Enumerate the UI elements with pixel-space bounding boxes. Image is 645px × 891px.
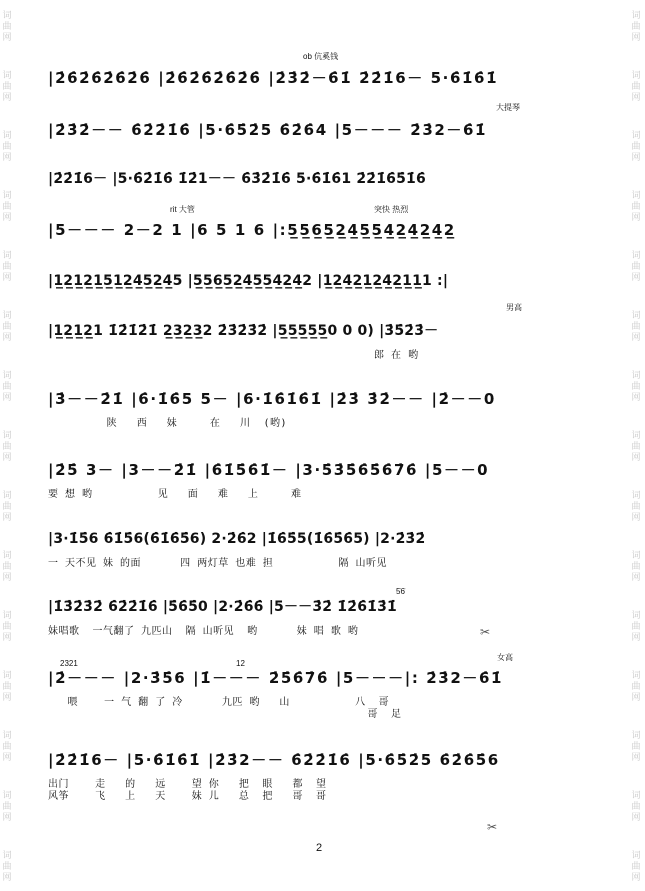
notation-line: |2̇6̇2̇6̇2̇6̇2̇6̇ |2̇6̇2̇6̇2̇6̇2̇6̇ |2̇3̇2̇－6̇1̇ 2̇2̇1̇6－ 5·6̇1̇6̇1̇ [48, 69, 499, 87]
lyrics-line: 喂 一 气 翻 了 冷 九匹 哟 山 八 哥 [48, 697, 390, 708]
watermark-text: 词曲网 [2, 790, 12, 822]
annotation-female: 女高 [497, 653, 513, 662]
watermark-text: 词曲网 [2, 850, 12, 882]
annotation-tempo: 突快 热烈 [374, 205, 409, 214]
watermark-text: 词曲网 [631, 250, 641, 282]
lyrics-line: 郎 在 哟 [48, 350, 419, 361]
watermark-text: 词曲网 [631, 370, 641, 402]
watermark-text: 词曲网 [2, 130, 12, 162]
watermark-text: 词曲网 [631, 70, 641, 102]
watermark-text: 词曲网 [2, 670, 12, 702]
watermark-text: 词曲网 [2, 250, 12, 282]
annotation-cello: 大提琴 [496, 103, 520, 112]
watermark-text: 词曲网 [2, 430, 12, 462]
page-number: 2 [316, 842, 323, 854]
grace-note: 2321 [60, 659, 78, 668]
watermark-text: 词曲网 [631, 430, 641, 462]
watermark-text: 词曲网 [631, 730, 641, 762]
watermark-text: 词曲网 [2, 310, 12, 342]
notation-line: |2̇5̇ 3－ |3－－2̇1̇ |6̇1̇5̇6̇1̇－ |3·5̇3̇5̇6̇5̇6̇7̇6̇ |5－－0 [48, 461, 490, 479]
notation-line: |1̲2̲1̲2̲1̲5̲1̲2̲4̲5̲2̲4̲5 |5̲5̲6̲5̲2̲4̲5̲5̲4̲2̲4̲2 |1̲2̲4̲2̲1̲2̲4̲2̲1̲1̲1 :| [48, 273, 449, 289]
watermark-text: 词曲网 [2, 10, 12, 42]
watermark-text: 词曲网 [2, 70, 12, 102]
notation-line: |2̇2̇1̇6－ |5·6̇2̇1̇6̇ 1̇2̇1－－ 6̇3̇2̇1̇6̇ 5·6̇1̇6̇1 2̇2̇1̇6̇5̇1̇6̇ [48, 171, 426, 187]
watermark-text: 词曲网 [2, 550, 12, 582]
watermark-text: 词曲网 [2, 610, 12, 642]
lyrics-line: 要 想 哟 见 面 难 上 难 [48, 489, 302, 500]
watermark-text: 词曲网 [631, 10, 641, 42]
watermark-right [629, 0, 643, 891]
watermark-text: 词曲网 [631, 610, 641, 642]
notation-line: |1̲2̲1̲2̲1 1̇2̇1̇2̇1̇ 2̲3̲2̲3̲2 2̇3̇2̇3̇2̇ |5̲5̲5̲5̲5̲0 0 0) |3̇5̇2̇3̇－ [48, 323, 439, 339]
scissors-icon: ✂ [487, 820, 498, 834]
grace-note: 5̇6̇ [396, 587, 405, 596]
watermark-text: 词曲网 [631, 550, 641, 582]
annotation-male: 男高 [506, 303, 522, 312]
notation-line: |5－－－ 2－2 1 |6 5 1 6 |:5̲5̲6̲5̲2̲4̲5̲5̲4̲2̲4̲2̲4̲2̲ [48, 221, 456, 239]
notation-line: |3̇－－2̇1̇ |6̇·1̇6̇5 5－ |6·1̇6̇1̇6̇1̇ |2̇3̇ 3̇2̇－－ |2̇－－0 [48, 390, 496, 408]
annotation-oboe: ob 伉奚钱 [303, 52, 339, 61]
lyrics-line: 出门 走 的 远 望 你 把 眼 都 望 [48, 779, 327, 790]
notation-line: |2̇3̇2̇－－ 6̇2̇2̇1̇6̇ |5·6̇5̇2̇5 6̇2̇6̇4 |5－－－ 2̇3̇2－6̇1̇ [48, 121, 488, 139]
watermark-text: 词曲网 [631, 670, 641, 702]
lyrics-line: 陕 西 妹 在 川 (哟) [48, 418, 288, 429]
watermark-text: 词曲网 [631, 490, 641, 522]
watermark-text: 词曲网 [2, 730, 12, 762]
watermark-text: 词曲网 [2, 190, 12, 222]
lyrics-line: 哥 足 [48, 709, 402, 720]
watermark-text: 词曲网 [631, 790, 641, 822]
notation-line: |3·1̇5̇6 6̇1̇5̇6(6̇1̇6̇5̇6) 2·2̇6̇2 |1̇6̇5̇5(1̇6̇5̇6̇5) |2·2̇3̇2̇ [48, 531, 426, 547]
annotation-rit: rit 大管 [170, 205, 195, 214]
notation-line: |1̇3̇2̇3̇2̇ 6̇2̇2̇1̇6̇ |5̇6̇5̇0 |2·2̇6̇6̇ |5－－3̇2̇ 1̇2̇6̇1̇3̇1̇ [48, 599, 397, 615]
lyrics-line: 风筝 飞 上 天 妹 儿 总 把 哥 哥 [48, 791, 327, 802]
watermark-text: 词曲网 [2, 490, 12, 522]
grace-note: 12 [236, 659, 245, 668]
lyrics-line: 妹唱歌 一气翻了 九匹山 隔 山听见 哟 妹 唱 歌 哟 [48, 626, 359, 637]
watermark-text: 词曲网 [631, 850, 641, 882]
watermark-text: 词曲网 [2, 370, 12, 402]
lyrics-line: 一 天不见 妹 的面 四 两灯草 也难 担 隔 山听见 [48, 558, 387, 569]
watermark-text: 词曲网 [631, 190, 641, 222]
scissors-icon: ✂ [480, 625, 491, 639]
notation-line: |2̇－－－ |2·3̇5̇6 |1̇－－－ 2̇5̇6̇7̇6̇ |5－－－|: 2̇3̇2－6̇1̇ [48, 669, 504, 687]
watermark-text: 词曲网 [631, 130, 641, 162]
watermark-text: 词曲网 [631, 310, 641, 342]
watermark-left [0, 0, 14, 891]
notation-line: |2̇2̇1̇6－ |5·6̇1̇6̇1̇ |2̇3̇2－－ 6̇2̇2̇1̇6̇ |5·6̇5̇2̇5 6̇2̇6̇5̇6 [48, 751, 500, 769]
